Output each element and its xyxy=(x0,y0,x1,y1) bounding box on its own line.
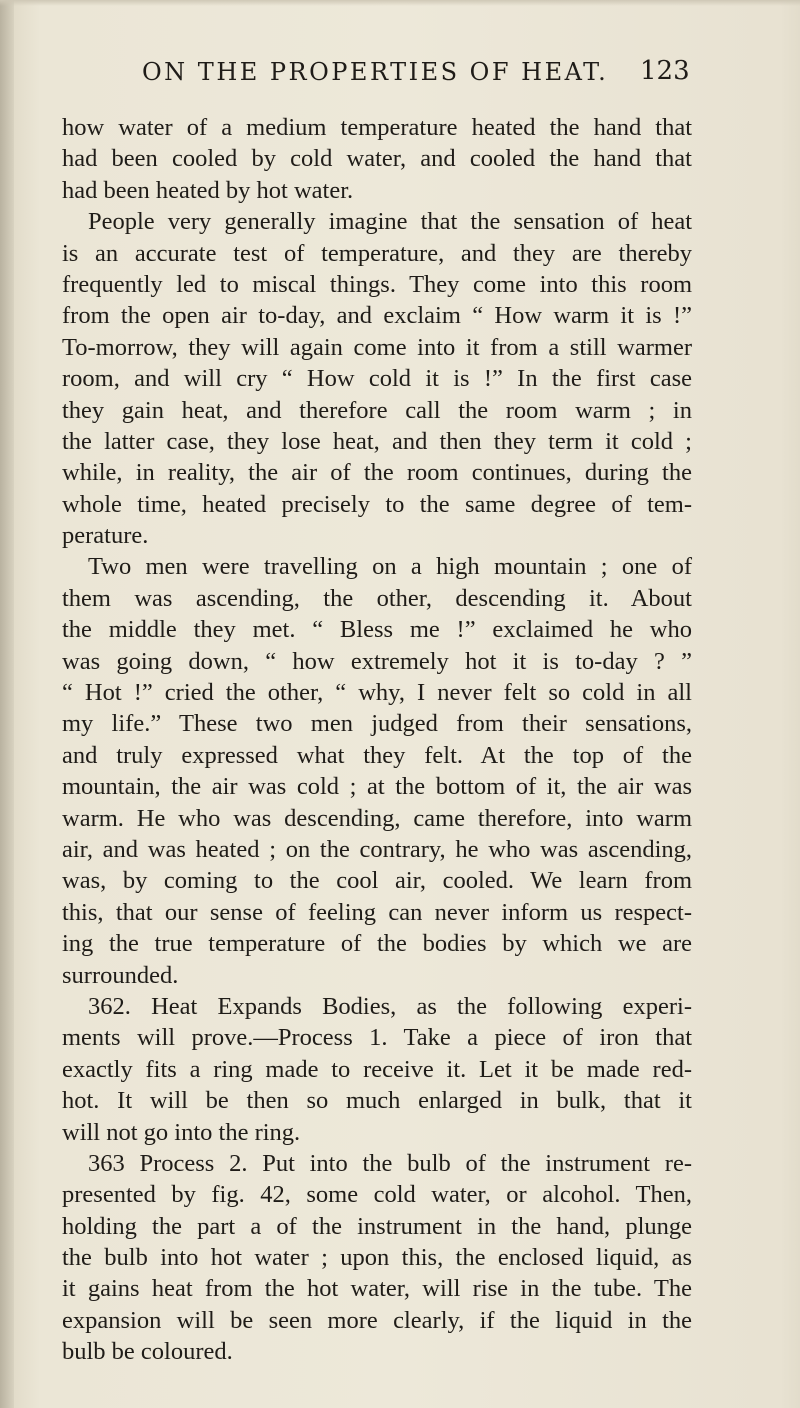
text-line: mountain, the air was cold ; at the bottom of it, the air was xyxy=(62,773,692,801)
text-line: expansion will be seen more clearly, if the liquid in the xyxy=(62,1306,692,1334)
text-line: hot. It will be then so much enlarged in bulk, that it xyxy=(62,1087,692,1115)
text-line: how water of a medium temperature heated the hand that xyxy=(62,114,692,141)
text-line: surrounded. xyxy=(62,961,179,989)
text-line: To-morrow, they will again come into it from a still warmer xyxy=(62,333,692,361)
text-line: whole time, heated precisely to the same degree of tem- xyxy=(62,490,692,518)
page-number: 123 xyxy=(640,56,690,86)
text-line: this, that our sense of feeling can never inform us respect- xyxy=(62,898,692,926)
page-gutter-shadow xyxy=(0,0,14,1408)
text-line: will not go into the ring. xyxy=(62,1118,301,1146)
text-line: had been cooled by cold water, and cooled the hand that xyxy=(62,145,692,173)
running-header xyxy=(0,58,800,98)
text-line: and truly expressed what they felt. At the top of the xyxy=(62,741,692,769)
text-line: warm. He who was descending, came therefore, into warm xyxy=(62,804,692,832)
body-text xyxy=(62,112,692,1368)
text-line: was, by coming to the cool air, cooled. We learn from xyxy=(62,867,692,895)
text-line: ments will prove.—Process 1. Take a piece of iron that xyxy=(62,1024,692,1052)
text-line: the middle they met. “ Bless me !” exclaimed he who xyxy=(62,616,692,644)
text-line: People very generally imagine that the sensation of heat xyxy=(88,208,692,236)
text-line: “ Hot !” cried the other, “ why, I never felt so cold in all xyxy=(62,679,692,707)
text-line: presented by fig. 42, some cold water, or alcohol. Then, xyxy=(62,1181,692,1209)
text-line: air, and was heated ; on the contrary, he who was ascending, xyxy=(62,835,692,863)
text-line: frequently led to miscal things. They come into this room xyxy=(62,270,692,298)
text-line: 362. Heat Expands Bodies, as the following experi- xyxy=(88,992,692,1020)
text-line: holding the part a of the instrument in the hand, plunge xyxy=(62,1212,692,1240)
text-line: had been heated by hot water. xyxy=(62,176,354,204)
text-line: bulb be coloured. xyxy=(62,1338,233,1366)
text-line: room, and will cry “ How cold it is !” In the first case xyxy=(62,365,692,393)
text-line: it gains heat from the hot water, will rise in the tube. The xyxy=(62,1275,692,1303)
text-line: while, in reality, the air of the room continues, during the xyxy=(62,459,692,487)
text-line: the latter case, they lose heat, and then they term it cold ; xyxy=(62,427,692,455)
text-line: they gain heat, and therefore call the room warm ; in xyxy=(62,396,692,424)
text-line: Two men were travelling on a high mountain ; one of xyxy=(88,553,692,581)
text-line: is an accurate test of temperature, and they are thereby xyxy=(62,239,692,267)
text-line: ing the true temperature of the bodies by which we are xyxy=(62,930,692,958)
text-line: them was ascending, the other, descending it. About xyxy=(62,584,692,612)
text-line: 363 Process 2. Put into the bulb of the instrument re- xyxy=(88,1149,692,1177)
text-line: the bulb into hot water ; upon this, the enclosed liquid, as xyxy=(62,1244,692,1272)
text-line: perature. xyxy=(62,522,149,550)
text-line: exactly fits a ring made to receive it. Let it be made red- xyxy=(62,1055,692,1083)
text-line: from the open air to-day, and exclaim “ How warm it is !” xyxy=(62,302,692,330)
text-line: my life.” These two men judged from their sensations, xyxy=(62,710,692,738)
running-title: ON THE PROPERTIES OF HEAT. xyxy=(142,58,609,86)
text-line: was going down, “ how extremely hot it is to-day ? ” xyxy=(62,647,692,675)
page-top-shadow xyxy=(0,0,800,6)
